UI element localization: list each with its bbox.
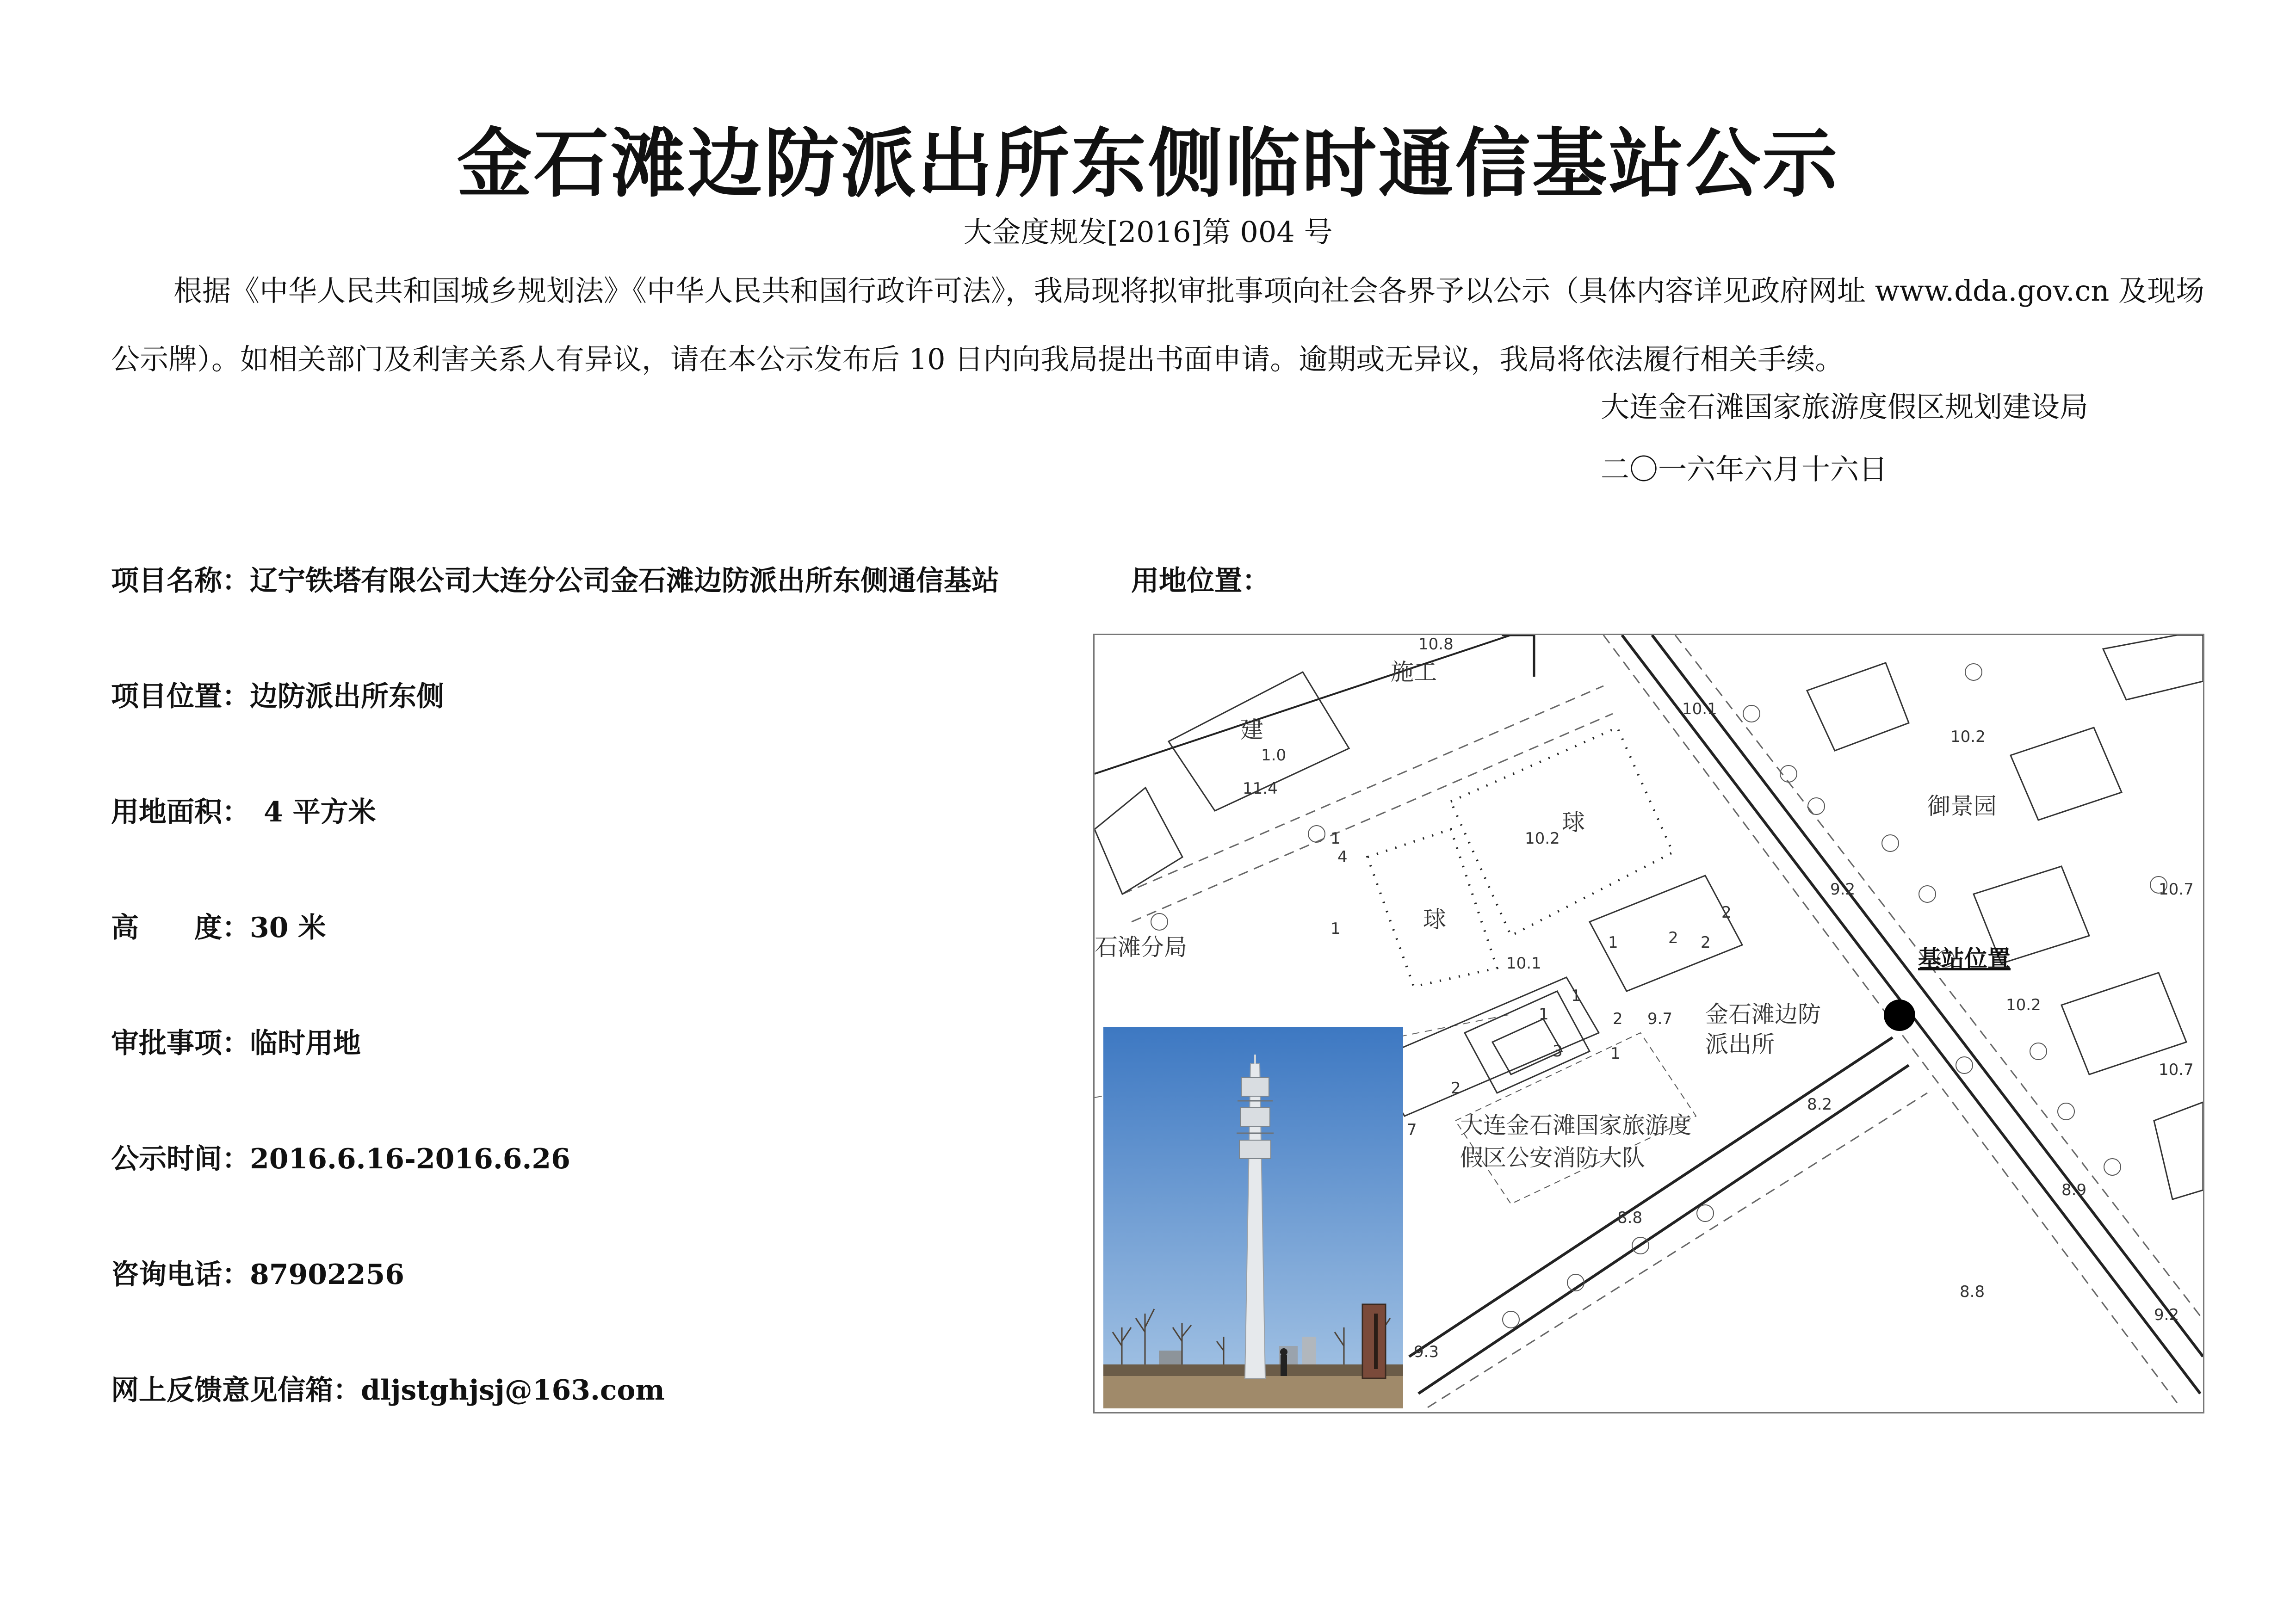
floor-count: 2 xyxy=(1613,1010,1623,1028)
map-label-base-station: 基站位置 xyxy=(1918,945,2011,972)
elevation-label: 10.7 xyxy=(2159,880,2194,899)
map-label-police-1: 金石滩边防 xyxy=(1705,1001,1821,1028)
elevation-label: 8.8 xyxy=(1617,1209,1643,1227)
floor-count: 1 xyxy=(1539,1005,1549,1024)
elevation-label: 7 xyxy=(1407,1121,1417,1139)
elevation-label: 10.2 xyxy=(1525,829,1560,848)
project-name: 项目名称：辽宁铁塔有限公司大连分公司金石滩边防派出所东侧通信基站 xyxy=(111,565,999,597)
map-label-ball-field-2: 球 xyxy=(1423,906,1446,933)
elevation-label: 10.2 xyxy=(2006,996,2041,1014)
floor-count: 4 xyxy=(1337,848,1348,866)
notice-title: 金石滩边防派出所东侧临时通信基站公示 xyxy=(457,120,1839,208)
elevation-label: 10.1 xyxy=(1506,954,1541,973)
elevation-label: 9.2 xyxy=(1830,880,1856,899)
elevation-label: 10.2 xyxy=(1950,728,1986,746)
elevation-label: 8.8 xyxy=(1960,1283,1985,1301)
floor-count: 1 xyxy=(1331,919,1341,938)
elevation-label: 10.1 xyxy=(1682,700,1717,718)
public-period: 公示时间：2016.6.16-2016.6.26 xyxy=(111,1143,570,1175)
approval-item: 审批事项：临时用地 xyxy=(111,1027,361,1060)
floor-count: 2 xyxy=(1451,1079,1461,1098)
elevation-label: 8.2 xyxy=(1807,1095,1832,1114)
floor-count: 1 xyxy=(1331,829,1341,848)
issuer: 大连金石滩国家旅游度假区规划建设局 xyxy=(1601,390,2089,424)
map-label-fire-brigade-2: 假区公安消防大队 xyxy=(1460,1144,1645,1171)
elevation-label: 9.2 xyxy=(2154,1306,2179,1324)
floor-count: 2 xyxy=(1668,929,1678,947)
feedback-email: 网上反馈意见信箱：dljstghjsj@163.com xyxy=(111,1374,665,1407)
map-label-construction: 施工 xyxy=(1391,659,1437,685)
document-number: 大金度规发[2016]第 004 号 xyxy=(963,215,1333,249)
elevation-label: 11.4 xyxy=(1243,779,1278,798)
map-label-branch: 石滩分局 xyxy=(1095,934,1187,961)
issue-date: 二〇一六年六月十六日 xyxy=(1601,452,1888,486)
project-location: 项目位置：边防派出所东侧 xyxy=(111,680,444,713)
map-label-police-2: 派出所 xyxy=(1705,1031,1775,1058)
elevation-label: 1.0 xyxy=(1261,746,1287,765)
map-label-building: 建 xyxy=(1240,716,1263,743)
elevation-label: 9.3 xyxy=(1414,1343,1439,1361)
contact-phone: 咨询电话：87902256 xyxy=(111,1259,404,1291)
notice-paragraph: 根据《中华人民共和国城乡规划法》《中华人民共和国行政许可法》，我局现将拟审批事项向社会各界予以公示（具体内容详见政府网址 www.dda.gov.cn 及现场公示牌）。如相关部门及利害关系人有异议，请在本公示发布后 10 日内向我局提出书面申请。逾期或无异议，我局将依法履行相关手续。 xyxy=(111,274,2205,376)
tower-photo xyxy=(1103,1027,1403,1408)
floor-count: 3 xyxy=(1553,1042,1563,1061)
map-label-residence: 御景园 xyxy=(1927,793,1997,820)
floor-count: 1 xyxy=(1608,933,1618,952)
elevation-label: 8.9 xyxy=(2061,1181,2087,1199)
floor-count: 1 xyxy=(1571,987,1581,1005)
floor-count: 1 xyxy=(1610,1044,1621,1063)
site-map-heading: 用地位置： xyxy=(1131,565,1270,597)
floor-count: 2 xyxy=(1701,933,1711,952)
elevation-label: 10.8 xyxy=(1418,635,1454,654)
elevation-label: 9.7 xyxy=(1647,1010,1673,1028)
elevation-label: 10.7 xyxy=(2159,1061,2194,1079)
tower-height: 高 度：30 米 xyxy=(111,912,326,944)
land-area: 用地面积： 4 平方米 xyxy=(111,796,376,828)
map-label-fire-brigade-1: 大连金石滩国家旅游度 xyxy=(1460,1112,1691,1139)
map-label-ball-field-1: 球 xyxy=(1562,809,1585,836)
base-station-marker xyxy=(1884,1000,1915,1031)
floor-count: 2 xyxy=(1721,903,1732,922)
